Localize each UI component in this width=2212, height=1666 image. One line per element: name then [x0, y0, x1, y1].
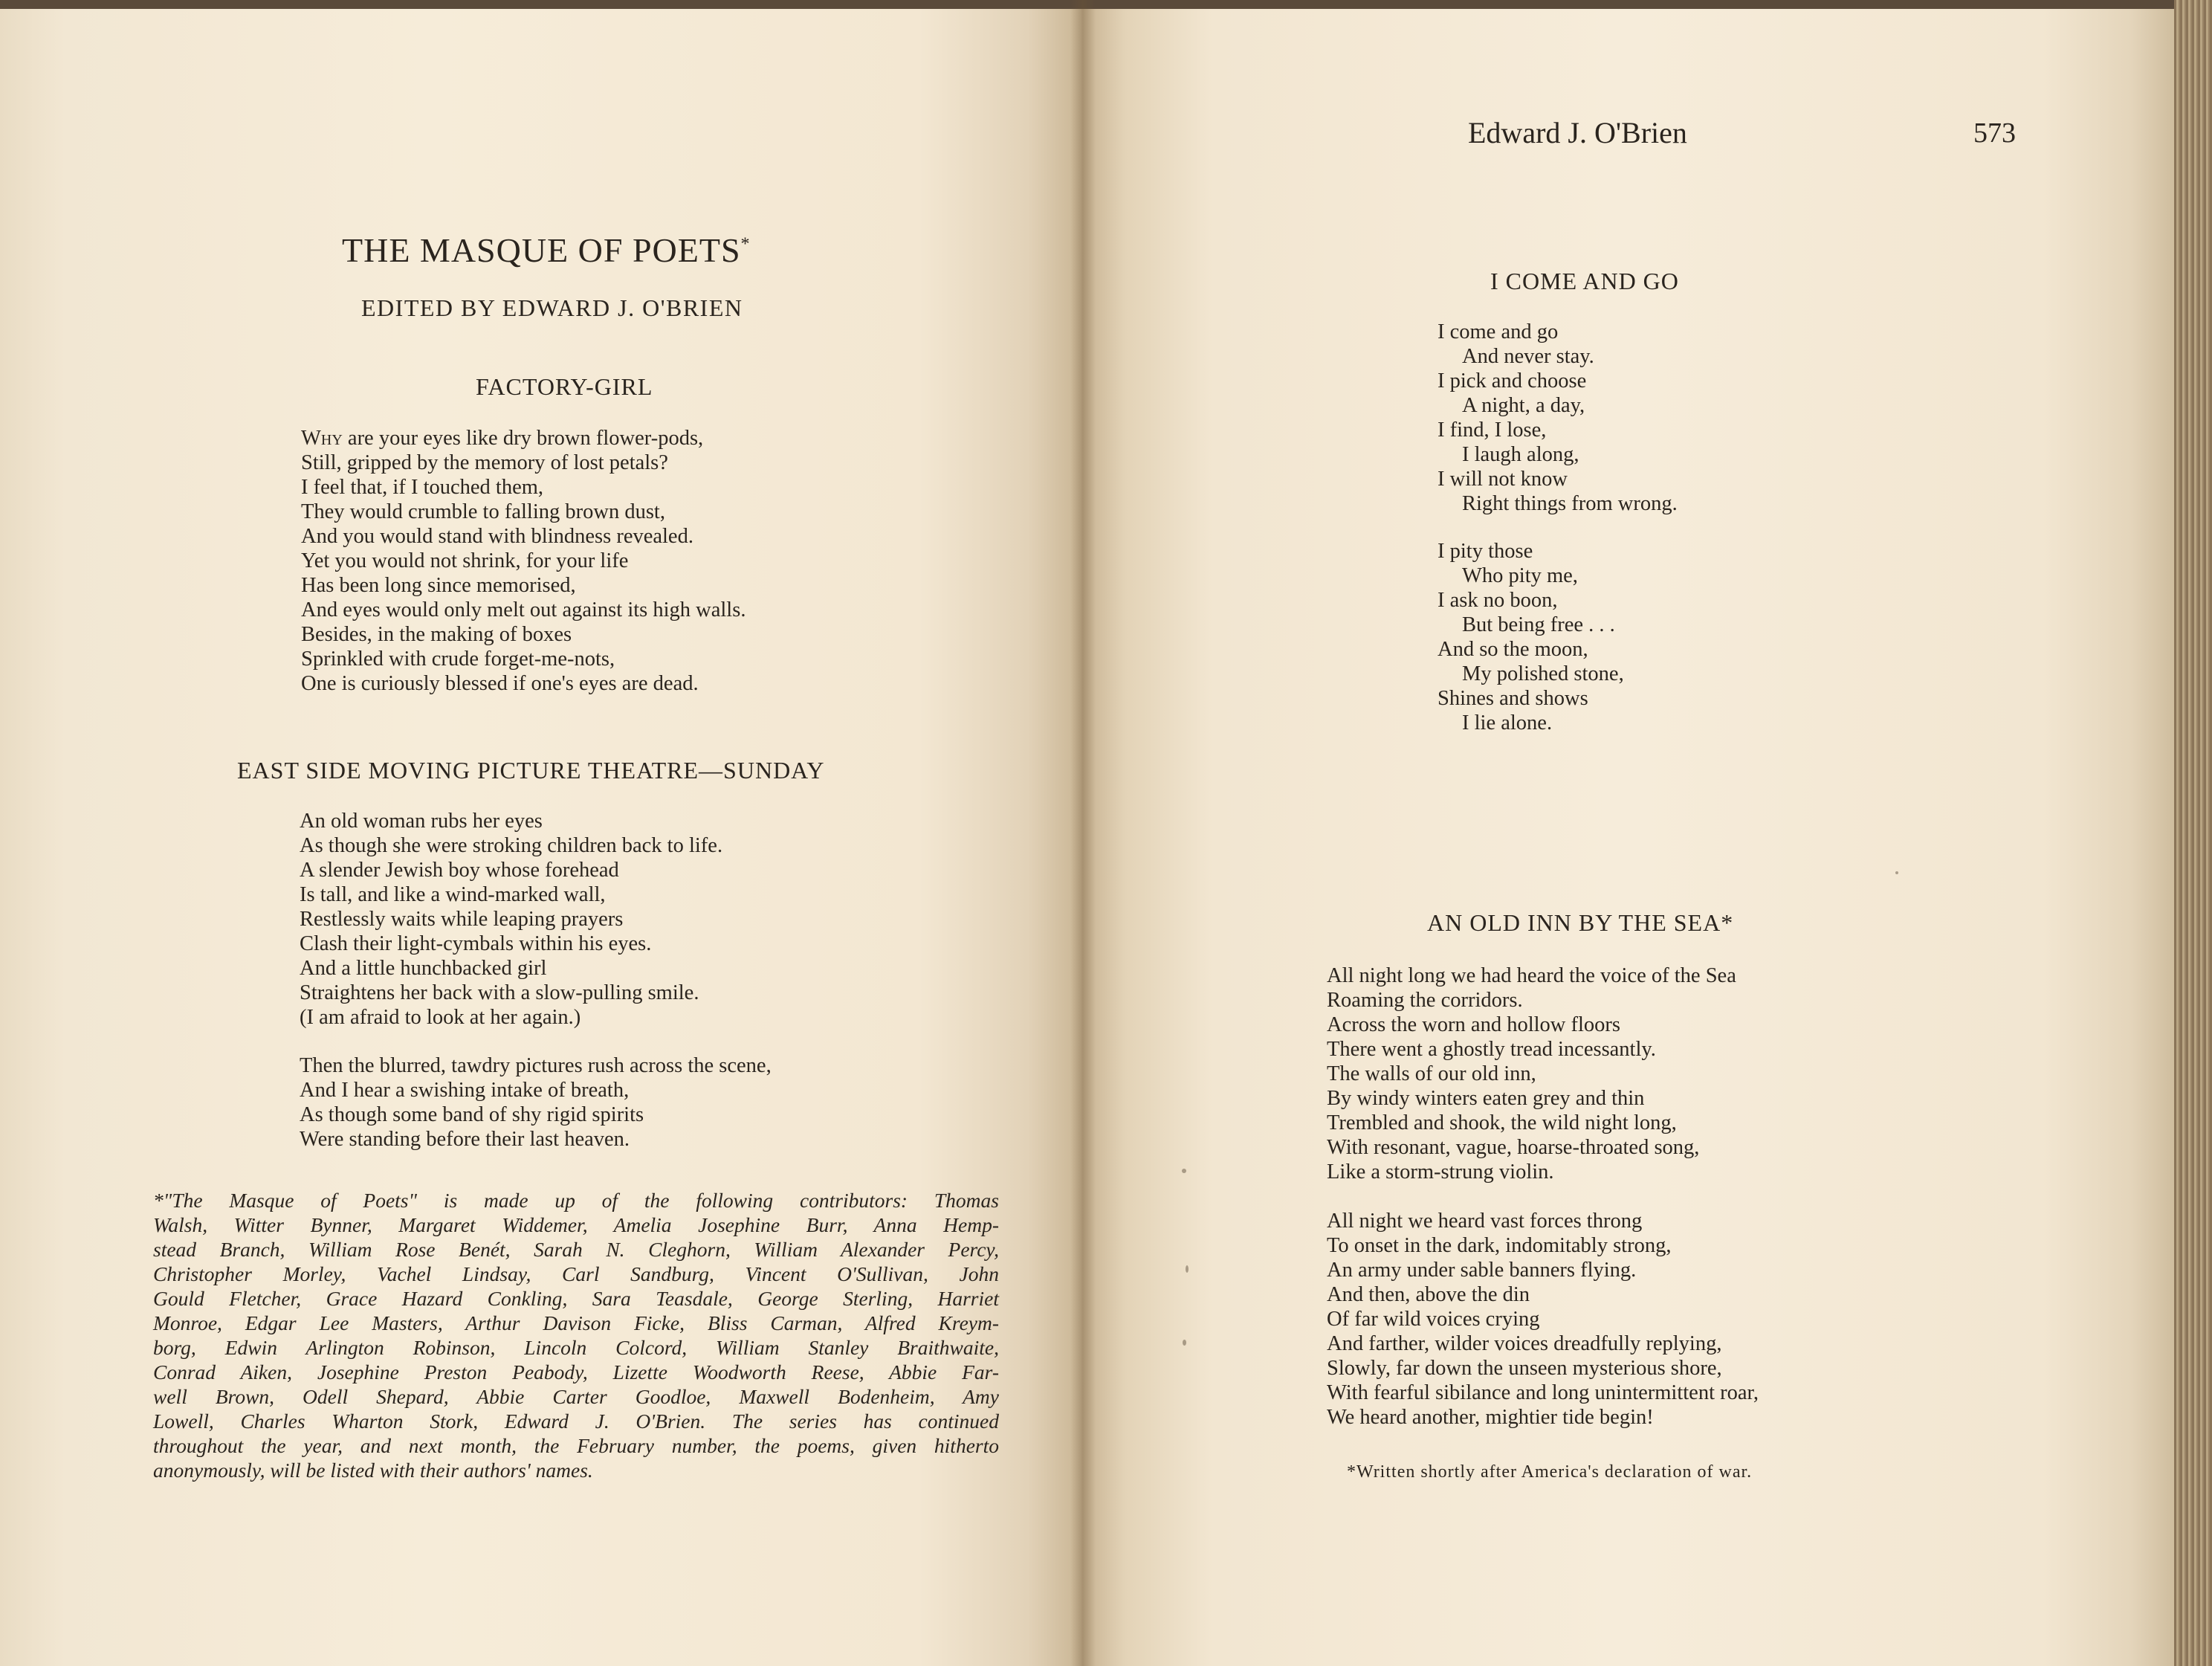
- poem-line: Clash their light-cymbals within his eyes.: [300, 932, 652, 955]
- poem-line: A slender Jewish boy whose forehead: [300, 859, 619, 882]
- footnote-line: Christopher Morley, Vachel Lindsay, Carl Sandburg, Vincent O'Sullivan, John: [153, 1262, 999, 1285]
- poem-line: With resonant, vague, hoarse-throated song,: [1327, 1136, 1700, 1159]
- poem-line: Then the blurred, tawdry pictures rush across the scene,: [300, 1054, 772, 1077]
- footnote-line: borg, Edwin Arlington Robinson, Lincoln Colcord, William Stanley Braithwaite,: [153, 1336, 999, 1359]
- poem-line-rest: are your eyes like dry brown flower-pods,: [342, 427, 704, 450]
- poem-line: I pity those: [1438, 540, 1533, 563]
- poem-line: An old woman rubs her eyes: [300, 810, 543, 833]
- poem-line: They would crumble to falling brown dust,: [301, 500, 665, 523]
- poem-line: Sprinkled with crude forget-me-nots,: [301, 648, 615, 671]
- poem-line: The walls of our old inn,: [1327, 1062, 1536, 1085]
- right-page: [1081, 9, 2174, 1666]
- poem-line: I feel that, if I touched them,: [301, 476, 544, 499]
- book-top-edge: [0, 0, 2212, 9]
- poem-line: Yet you would not shrink, for your life: [301, 549, 629, 572]
- poem-line: Across the worn and hollow floors: [1327, 1013, 1620, 1036]
- footnote-line: Walsh, Witter Bynner, Margaret Widdemer, Amelia Josephine Burr, Anna Hemp-: [153, 1213, 999, 1236]
- first-word: Why: [301, 427, 343, 450]
- poem-line: [301, 426, 746, 451]
- footnote-line: Lowell, Charles Wharton Stork, Edward J. O'Brien. The series has continued: [153, 1410, 999, 1433]
- poem-line: Shines and shows: [1438, 687, 1588, 710]
- poem-old-inn-stanza-2: [1327, 1209, 1759, 1430]
- poem-line: Slowly, far down the unseen mysterious shore,: [1327, 1357, 1722, 1380]
- poem-title-factory-girl: FACTORY-GIRL: [476, 373, 653, 400]
- poem-i-come-and-go-stanza-2: [1438, 539, 1624, 735]
- poem-line: I ask no boon,: [1438, 589, 1558, 612]
- footnote-line: anonymously, will be listed with their authors' names.: [153, 1459, 593, 1482]
- editor-credit: EDITED BY EDWARD J. O'BRIEN: [361, 294, 743, 321]
- poem-line: Like a storm-strung violin.: [1327, 1160, 1554, 1184]
- running-head: Edward J. O'Brien: [1468, 116, 1687, 149]
- poem-line: Has been long since memorised,: [301, 574, 576, 597]
- page-edges: [2174, 0, 2212, 1666]
- poem-title-i-come-and-go: I COME AND GO: [1490, 268, 1679, 294]
- poem-line: But being free . . .: [1462, 613, 1615, 636]
- poem-line: Trembled and shook, the wild night long,: [1327, 1111, 1677, 1134]
- paper-speck: [1895, 871, 1898, 874]
- poem-east-side-stanza-2: [300, 1053, 772, 1152]
- poem-east-side-stanza-1: [300, 809, 722, 1030]
- poem-line: All night we heard vast forces throng: [1327, 1210, 1643, 1233]
- paper-speck: [1186, 1265, 1189, 1273]
- poem-title-east-side: EAST SIDE MOVING PICTURE THEATRE—SUNDAY: [237, 757, 825, 784]
- footnote-line: well Brown, Odell Shepard, Abbie Carter Goodloe, Maxwell Bodenheim, Amy: [153, 1385, 999, 1408]
- poem-line: And never stay.: [1462, 345, 1594, 368]
- poem-line: Straightens her back with a slow-pulling smile.: [300, 981, 699, 1004]
- poem-line: And so the moon,: [1438, 638, 1588, 661]
- poem-line: Restlessly waits while leaping prayers: [300, 908, 624, 931]
- footnote-contributors: [153, 1188, 999, 1482]
- paper-speck: [1183, 1340, 1186, 1346]
- poem-line: All night long we had heard the voice of the Sea: [1327, 964, 1736, 987]
- poem-line: I laugh along,: [1462, 443, 1579, 466]
- poem-line: As though she were stroking children back to life.: [300, 834, 723, 857]
- poem-line: An army under sable banners flying.: [1327, 1259, 1637, 1282]
- poem-line: There went a ghostly tread incessantly.: [1327, 1038, 1656, 1061]
- poem-line: I pick and choose: [1438, 369, 1587, 393]
- poem-line: With fearful sibilance and long unintermittent roar,: [1327, 1381, 1759, 1404]
- poem-line: And I hear a swishing intake of breath,: [300, 1079, 630, 1102]
- poem-line: And farther, wilder voices dreadfully replying,: [1327, 1332, 1722, 1355]
- poem-line: Of far wild voices crying: [1327, 1308, 1540, 1331]
- poem-line: To onset in the dark, indomitably strong,: [1327, 1234, 1672, 1257]
- poem-line: And a little hunchbacked girl: [300, 957, 547, 980]
- poem-line: Right things from wrong.: [1462, 492, 1678, 515]
- poem-line: I find, I lose,: [1438, 419, 1547, 442]
- left-page: [0, 9, 1081, 1666]
- poem-line: I come and go: [1438, 320, 1559, 343]
- poem-line: Who pity me,: [1462, 564, 1578, 587]
- poem-title-old-inn: AN OLD INN BY THE SEA*: [1427, 909, 1734, 936]
- book-gutter: [1070, 0, 1096, 1666]
- poem-line: By windy winters eaten grey and thin: [1327, 1087, 1645, 1110]
- page-title: THE MASQUE OF POETS*: [342, 231, 751, 269]
- page-number: 573: [1973, 117, 2016, 149]
- footnote-line: stead Branch, William Rose Benét, Sarah N. Cleghorn, William Alexander Percy,: [153, 1238, 999, 1261]
- footnote-line: *"The Masque of Poets" is made up of the following contributors: Thomas: [153, 1189, 999, 1212]
- poem-line: I lie alone.: [1462, 711, 1553, 734]
- poem-line: Besides, in the making of boxes: [301, 623, 572, 646]
- poem-line: One is curiously blessed if one's eyes are dead.: [301, 672, 699, 695]
- poem-line: As though some band of shy rigid spirits: [300, 1103, 644, 1126]
- poem-line: Is tall, and like a wind-marked wall,: [300, 883, 606, 906]
- footnote-line: Gould Fletcher, Grace Hazard Conkling, Sara Teasdale, George Sterling, Harriet: [153, 1287, 999, 1310]
- poem-factory-girl: [301, 426, 746, 696]
- paper-speck: [1182, 1169, 1186, 1173]
- poem-old-inn-stanza-1: [1327, 963, 1736, 1184]
- poem-line: And eyes would only melt out against its high walls.: [301, 598, 746, 621]
- footnote-line: Monroe, Edgar Lee Masters, Arthur Davison Ficke, Bliss Carman, Alfred Kreym-: [153, 1311, 999, 1334]
- poem-line: My polished stone,: [1462, 662, 1624, 685]
- poem-line: A night, a day,: [1462, 394, 1585, 417]
- poem-line: And you would stand with blindness revealed.: [301, 525, 693, 548]
- poem-line: (I am afraid to look at her again.): [300, 1006, 581, 1029]
- poem-line: We heard another, mightier tide begin!: [1327, 1406, 1654, 1429]
- poem-line: Roaming the corridors.: [1327, 989, 1523, 1012]
- poem-line: I will not know: [1438, 468, 1568, 491]
- footnote-line: throughout the year, and next month, the February number, the poems, given hitherto: [153, 1434, 999, 1457]
- footnote-line: Conrad Aiken, Josephine Preston Peabody, Lizette Woodworth Reese, Abbie Far-: [153, 1360, 999, 1384]
- poem-line: Still, gripped by the memory of lost petals?: [301, 451, 668, 474]
- poem-line: Were standing before their last heaven.: [300, 1128, 630, 1151]
- poem-line: And then, above the din: [1327, 1283, 1530, 1306]
- poem-i-come-and-go-stanza-1: [1438, 320, 1678, 516]
- footnote-written: *Written shortly after America's declaration of war.: [1347, 1462, 1753, 1482]
